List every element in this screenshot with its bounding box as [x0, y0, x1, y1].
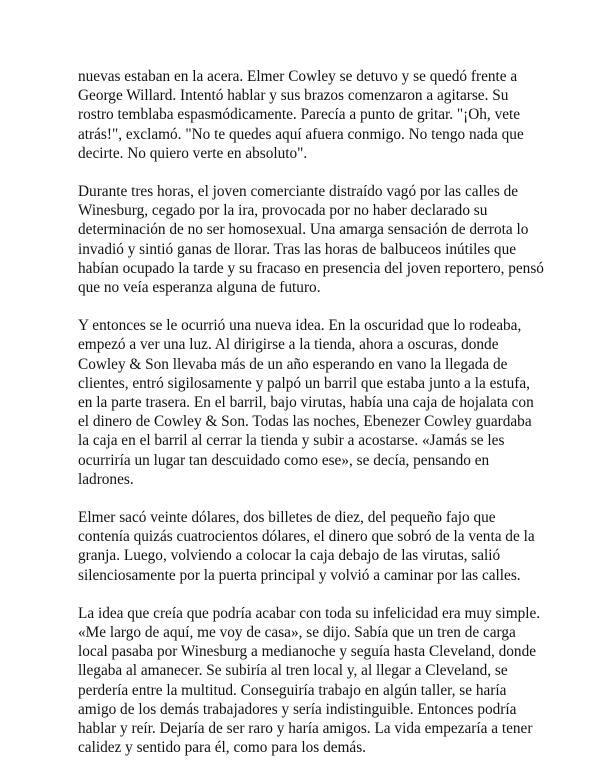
text-line: nuevas estaban en la acera. Elmer Cowley se detuvo y se quedó frente a — [78, 68, 518, 85]
text-line: «Me largo de aquí, me voy de casa», se dijo. Sabía que un tren de carga — [78, 624, 516, 642]
text-line: invadió y sintió ganas de llorar. Tras las horas de balbuceos inútiles que — [78, 240, 517, 258]
paragraph-1 — [78, 67, 530, 163]
paragraph-4 — [78, 508, 535, 585]
text-line: amigo de los demás trabajadores y sería indistinguible. Entonces podría — [78, 700, 517, 718]
text-line: Y entonces se le ocurrió una nueva idea. En la oscuridad que lo rodeaba, — [78, 317, 522, 335]
text-line: clientes, entró sigilosamente y palpó un barril que estaba junto a la estufa, — [78, 374, 530, 392]
text-line: La idea que creía que podría acabar con toda su infelicidad era muy simple. — [78, 604, 541, 622]
text-line: habían ocupado la tarde y su fracaso en presencia del joven reportero, pensó — [78, 259, 544, 277]
text-line: en la parte trasera. En el barril, bajo virutas, había una caja de hojalata con — [78, 394, 534, 412]
text-line: calidez y sentido para él, como para los demás. — [78, 739, 366, 757]
text-line: atrás!", exclamó. "No te quedes aquí afuera conmigo. No tengo nada que — [78, 125, 524, 143]
text-line: Elmer sacó veinte dólares, dos billetes de diez, del pequeño fajo que — [78, 509, 496, 527]
text-line: granja. Luego, volviendo a colocar la caja debajo de las virutas, salió — [78, 547, 501, 565]
text-line: la caja en el barril al cerrar la tienda y subir a acostarse. «Jamás se les — [78, 432, 505, 450]
text-line: Winesburg, cegado por la ira, provocada por no haber declarado su — [78, 202, 488, 220]
text-line: decirte. No quiero verte en absoluto". — [78, 144, 308, 162]
text-line: Durante tres horas, el joven comerciante distraído vagó por las calles de — [78, 183, 519, 201]
text-line: Cowley & Son llevaba más de un año esperando en vano la llegada de — [78, 355, 508, 373]
text-line: ladrones. — [78, 470, 134, 488]
text-line: el dinero de Cowley & Son. Todas las noches, Ebenezer Cowley guardaba — [78, 413, 532, 431]
text-line: ocurriría un lugar tan descuidado como ese», se decía, pensando en — [78, 451, 490, 469]
text-line: rostro temblaba espasmódicamente. Parecía a punto de gritar. "¡Oh, vete — [78, 106, 521, 124]
text-line: silenciosamente por la puerta principal y volvió a caminar por las calles. — [78, 566, 521, 584]
document-body — [78, 67, 544, 777]
text-line: perdería entre la multitud. Conseguiría trabajo en algún taller, se haría — [78, 681, 507, 699]
text-line: George Willard. Intentó hablar y sus brazos comenzaron a agitarse. Su — [78, 87, 509, 105]
text-line: contenía quizás cuatrocientos dólares, el dinero que sobró de la venta de la — [78, 528, 535, 546]
text-line: que no veía esperanza alguna de futuro. — [78, 279, 321, 297]
paragraph-5 — [78, 604, 541, 758]
text-line: llegaba al amanecer. Se subiría al tren local y, al llegar a Cleveland, se — [78, 662, 508, 680]
paragraph-3 — [78, 316, 534, 489]
text-line: local pasaba por Winesburg a medianoche y seguía hasta Cleveland, donde — [78, 643, 537, 661]
paragraph-2 — [78, 182, 544, 297]
text-line: determinación de no ser homosexual. Una amarga sensación de derrota lo — [78, 221, 529, 239]
text-line: hablar y reír. Dejaría de ser raro y haría amigos. La vida empezaría a tener — [78, 720, 533, 738]
text-line: empezó a ver una luz. Al dirigirse a la tienda, ahora a oscuras, donde — [78, 336, 499, 354]
